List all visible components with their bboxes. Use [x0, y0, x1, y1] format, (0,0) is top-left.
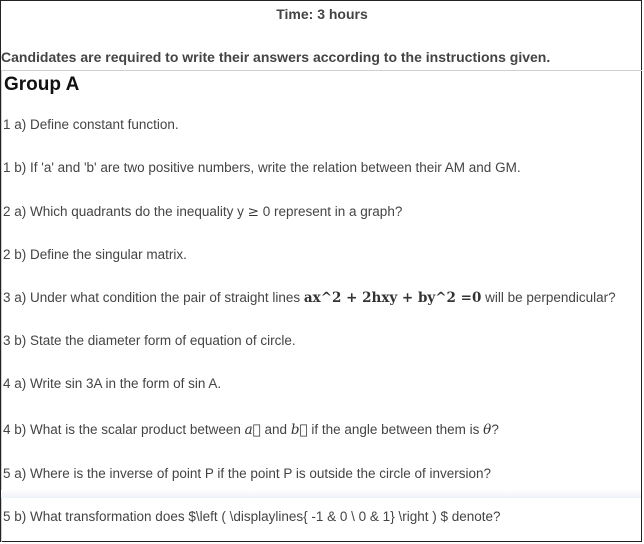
question-2a-suffix: 0 represent in a graph? — [262, 204, 403, 219]
question-4b-suffix: ? — [491, 422, 499, 437]
row-shade — [1, 490, 641, 498]
question-1b: 1 b) If 'a' and 'b' are two positive numbers, write the relation between their AM and GM. — [3, 160, 521, 175]
question-2a-math: ≥ — [247, 204, 259, 220]
question-4b-and: and — [260, 422, 291, 437]
question-3a-suffix: will be perpendicular? — [481, 290, 616, 305]
question-3a-text: 3 a) Under what condition the pair of straight lines — [3, 290, 304, 305]
exam-instructions: Candidates are required to write their answers according to the instructions given. — [1, 49, 551, 65]
question-4b-text: 4 b) What is the scalar product between — [3, 422, 245, 437]
question-2a — [3, 204, 402, 220]
theta-symbol: θ — [483, 422, 492, 438]
question-3b: 3 b) State the diameter form of equation of circle. — [3, 333, 296, 348]
question-2b: 2 b) Define the singular matrix. — [3, 247, 187, 262]
question-4a: 4 a) Write sin 3A in the form of sin A. — [3, 376, 222, 391]
question-3a — [3, 290, 616, 306]
vector-b: b⃗ — [290, 422, 308, 438]
question-1a: 1 a) Define constant function. — [3, 117, 179, 132]
exam-time: Time: 3 hours — [276, 6, 368, 22]
question-5b: 5 b) What transformation does $\left ( \displaylines{ -1 & 0 \ 0 & 1} \right ) $ denote? — [3, 509, 501, 524]
group-title: Group A — [4, 74, 80, 95]
question-5a: 5 a) Where is the inverse of point P if the point P is outside the circle of inversion? — [3, 466, 492, 481]
question-4b — [3, 422, 499, 438]
question-4b-angle: if the angle between them is — [307, 422, 484, 437]
vector-a: a⃗ — [244, 422, 261, 438]
question-2a-text: 2 a) Which quadrants do the inequality y — [3, 204, 244, 219]
question-3a-math: ax^2 + 2hxy + by^2 =0 — [303, 290, 482, 306]
